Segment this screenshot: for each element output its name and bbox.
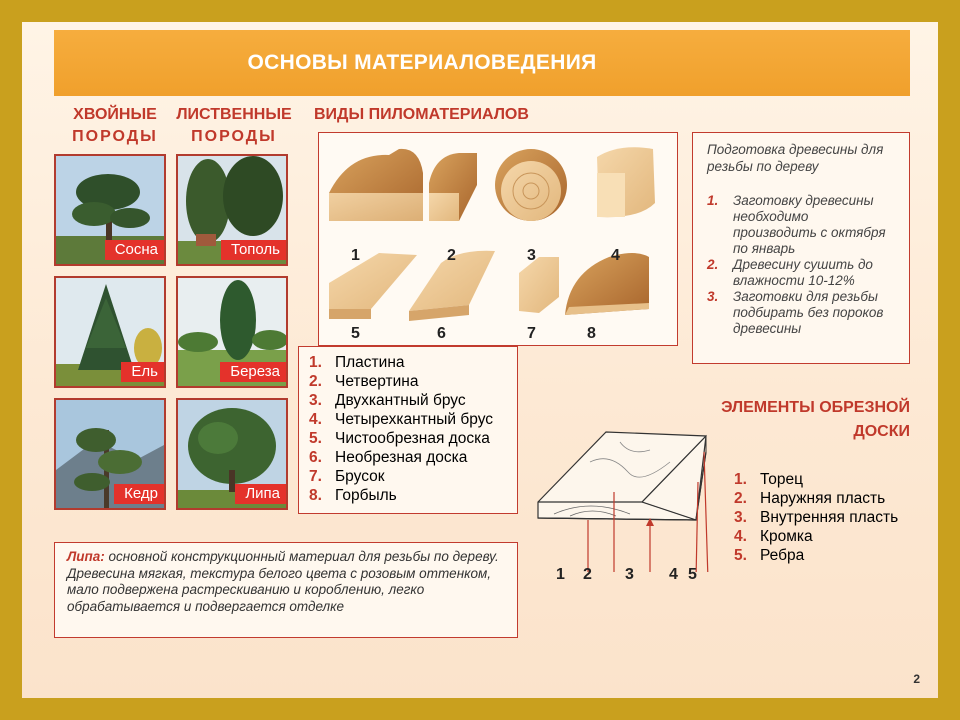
lumber-type-item-text: Чистообрезная доска	[335, 430, 490, 447]
lumber-type-item-number: 8.	[309, 487, 322, 504]
lumber-type-item-text: Четырехкантный брус	[335, 411, 494, 428]
prep-item-number: 2.	[707, 257, 719, 272]
prep-item	[707, 193, 895, 257]
photo-spruce	[54, 276, 166, 388]
lumber-type-item	[309, 353, 507, 372]
wood-num-8: 8	[587, 325, 596, 342]
board-element-item-text: Ребра	[760, 547, 805, 564]
lumber-type-item	[309, 391, 507, 410]
lumber-type-item	[309, 467, 507, 486]
conifers-header	[60, 104, 170, 148]
board-element-item-number: 1.	[734, 471, 747, 488]
lumber-type-item-number: 2.	[309, 373, 322, 390]
board-element-item-number: 4.	[734, 528, 747, 545]
wood-num-5: 5	[351, 325, 360, 342]
lumber-type-item	[309, 429, 507, 448]
board-marker-5: 5	[688, 566, 697, 583]
board-marker-1: 1	[556, 566, 565, 583]
prep-item-number: 1.	[707, 193, 719, 208]
photo-pine	[54, 154, 166, 266]
board-elements-list	[734, 470, 924, 565]
board-element-item-text: Внутренняя пласть	[760, 509, 899, 526]
board-marker-4: 4	[669, 566, 678, 583]
board-element-item-number: 5.	[734, 547, 747, 564]
tree-label-spruce: Ель	[121, 362, 166, 382]
prep-item	[707, 289, 895, 337]
lumber-header: ВИДЫ ПИЛОМАТЕРИАЛОВ	[314, 106, 529, 123]
board-element-item-text: Кромка	[760, 528, 813, 545]
board-element-item	[734, 546, 924, 565]
linden-lead: Липа:	[67, 549, 105, 564]
lumber-type-item-number: 1.	[309, 354, 322, 371]
board-marker-3: 3	[625, 566, 634, 583]
deciduous-header	[170, 104, 298, 148]
deciduous-header-line1: ЛИСТВЕННЫЕ	[176, 106, 292, 123]
lumber-type-item-text: Горбыль	[335, 487, 397, 504]
board-element-item	[734, 489, 924, 508]
lumber-illustrations	[319, 133, 675, 343]
lumber-type-item-number: 4.	[309, 411, 322, 428]
page-title: ОСНОВЫ МАТЕРИАЛОВЕДЕНИЯ	[247, 51, 597, 74]
board-element-item	[734, 527, 924, 546]
tree-label-birch: Береза	[220, 362, 288, 382]
photo-poplar	[176, 154, 288, 266]
board-element-item-text: Наружняя пласть	[760, 490, 886, 507]
photo-birch	[176, 276, 288, 388]
tree-label-cedar: Кедр	[114, 484, 166, 504]
prep-item-text: Древесину сушить до влажности 10-12%	[733, 257, 873, 288]
poster	[22, 22, 938, 698]
board-element-item-number: 3.	[734, 509, 747, 526]
lumber-type-item-number: 7.	[309, 468, 322, 485]
lumber-type-item-text: Двухкантный брус	[335, 392, 466, 409]
deciduous-header-line2: ПОРОДЫ	[191, 128, 277, 145]
board-element-item	[734, 508, 924, 527]
wood-num-4: 4	[611, 247, 620, 264]
lumber-type-item-number: 3.	[309, 392, 322, 409]
prep-item-text: Заготовки для резьбы подбирать без пороков древесины	[733, 289, 884, 336]
wood-num-1: 1	[351, 247, 360, 264]
lumber-type-item	[309, 448, 507, 467]
prep-item-number: 3.	[707, 289, 719, 304]
tree-label-pine: Сосна	[105, 240, 166, 260]
lumber-figures-box	[318, 132, 678, 346]
lumber-type-item-text: Брусок	[335, 468, 385, 485]
board-element-item	[734, 470, 924, 489]
tree-label-linden: Липа	[235, 484, 288, 504]
board-element-item-number: 2.	[734, 490, 747, 507]
photo-cedar	[54, 398, 166, 510]
lumber-type-item	[309, 486, 507, 505]
prep-list	[707, 193, 895, 337]
linden-text: основной конструкционный материал для резьбы по дереву. Древесина мягкая, текстура белого цвета с розовым оттенком, мало подвержена растрескиванию и короблению, легко обрабатывается и подвергается отделке	[67, 549, 499, 614]
prep-title: Подготовка древесины для резьбы по дереву	[707, 142, 884, 174]
wood-num-3: 3	[527, 247, 536, 264]
prep-item	[707, 257, 895, 289]
wood-num-7: 7	[527, 325, 536, 342]
board-marker-2: 2	[583, 566, 592, 583]
lumber-type-item-number: 6.	[309, 449, 322, 466]
page-number: 2	[913, 672, 920, 686]
board-element-item-text: Торец	[760, 471, 803, 488]
conifers-header-line2: ПОРОДЫ	[72, 128, 158, 145]
lumber-type-item-number: 5.	[309, 430, 322, 447]
board-elements-box	[734, 470, 924, 565]
board-elements-title: ЭЛЕМЕНТЫ ОБРЕЗНОЙ ДОСКИ	[721, 399, 910, 440]
wood-num-2: 2	[447, 247, 456, 264]
prep-item-text: Заготовку древесины необходимо производить с октября по январь	[733, 193, 886, 256]
linden-box	[54, 542, 518, 638]
photo-linden	[176, 398, 288, 510]
page-title-bar	[54, 30, 910, 96]
lumber-type-item-text: Четвертина	[335, 373, 419, 390]
lumber-type-item	[309, 372, 507, 391]
prep-box	[692, 132, 910, 364]
conifers-header-line1: ХВОЙНЫЕ	[73, 106, 157, 123]
lumber-types-list	[309, 353, 507, 505]
lumber-type-item	[309, 410, 507, 429]
lumber-type-item-text: Необрезная доска	[335, 449, 468, 466]
board-diagram	[530, 422, 730, 572]
lumber-types-box	[298, 346, 518, 514]
wood-num-6: 6	[437, 325, 446, 342]
lumber-type-item-text: Пластина	[335, 354, 405, 371]
tree-label-poplar: Тополь	[221, 240, 288, 260]
